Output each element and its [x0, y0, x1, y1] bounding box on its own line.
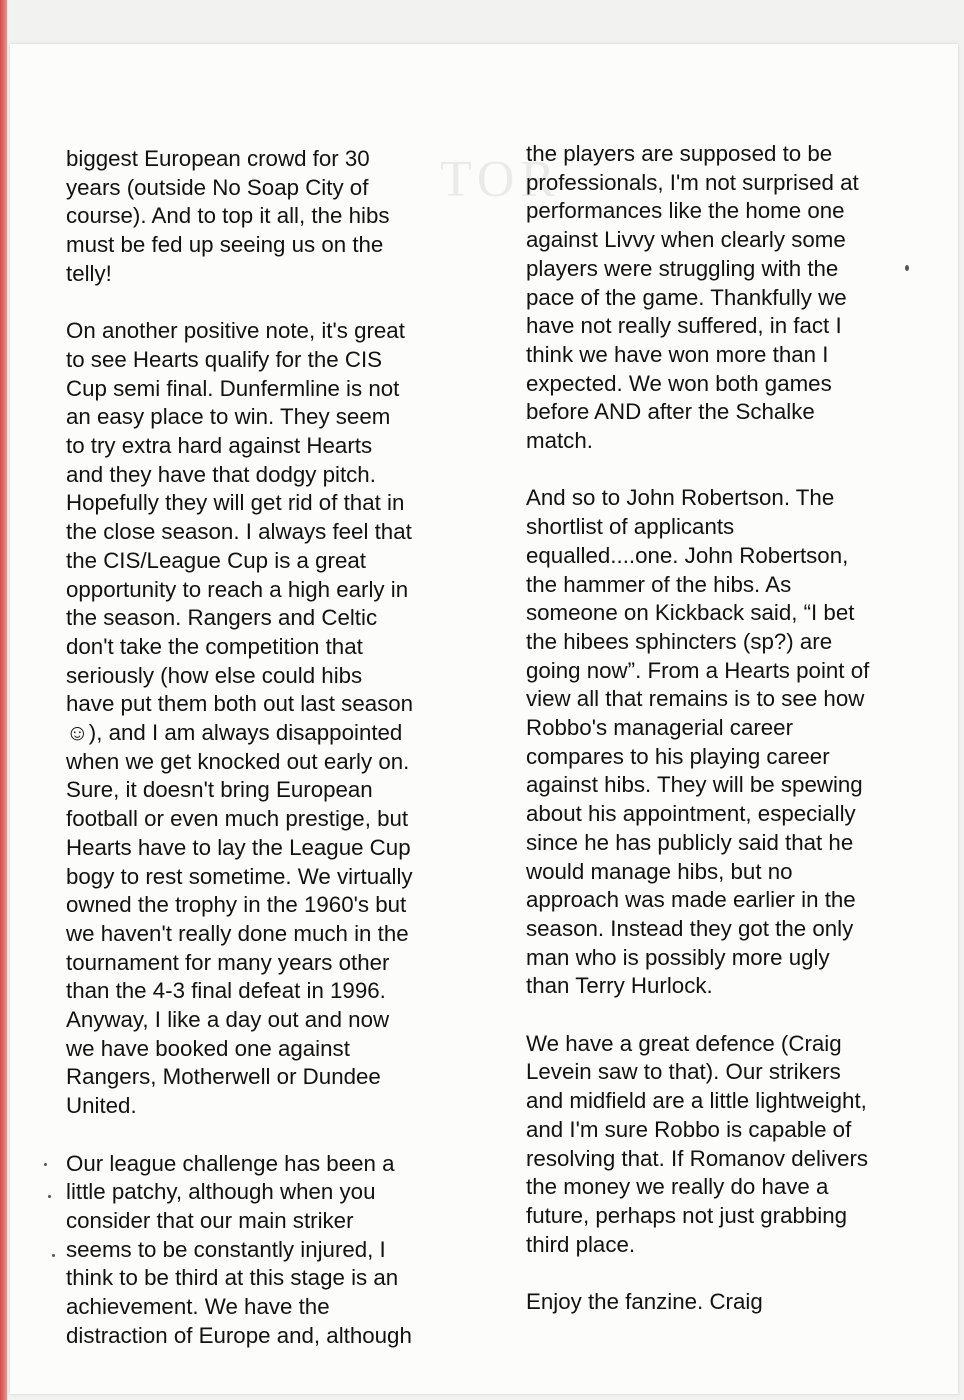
- text-line: view all that remains is to see how: [526, 686, 865, 712]
- text-line: going now”. From a Hearts point of: [526, 657, 870, 683]
- text-line: opportunity to reach a high early in: [66, 576, 409, 602]
- text-line: approach was made earlier in the: [526, 887, 856, 913]
- text-line: don't take the competition that: [66, 633, 363, 659]
- text-line: owned the trophy in the 1960's but: [66, 892, 407, 918]
- text-line: against hibs. They will be spewing: [526, 772, 863, 798]
- text-line: little patchy, although when you: [66, 1179, 376, 1205]
- text-line: against Livvy when clearly some: [526, 227, 846, 253]
- text-line: the close season. I always feel that: [66, 519, 412, 545]
- paragraph: [526, 1288, 911, 1317]
- text-line: man who is possibly more ugly: [526, 944, 830, 970]
- text-line: think we have won more than I: [526, 341, 829, 367]
- page-edge: [0, 0, 7, 1400]
- text-line: to try extra hard against Hearts: [66, 433, 373, 459]
- text-line: years (outside No Soap City of: [66, 174, 369, 200]
- text-line: ☺), and I am always disappointed: [66, 720, 403, 746]
- text-line: third place.: [526, 1231, 636, 1257]
- text-line: Levein saw to that). Our strikers: [526, 1059, 841, 1085]
- text-line: expected. We won both games: [526, 370, 832, 396]
- paragraph: [526, 1030, 911, 1260]
- text-line: we have booked one against: [66, 1035, 350, 1061]
- text-line: distraction of Europe and, although: [66, 1322, 412, 1348]
- ink-speck: [52, 1254, 55, 1257]
- text-line: must be fed up seeing us on the: [66, 232, 384, 258]
- text-line: course). And to top it all, the hibs: [66, 203, 390, 229]
- paragraph: [526, 484, 911, 1001]
- text-line: and midfield are a little lightweight,: [526, 1088, 867, 1114]
- text-line: we haven't really done much in the: [66, 920, 409, 946]
- text-line: achievement. We have the: [66, 1294, 330, 1320]
- text-line: since he has publicly said that he: [526, 829, 854, 855]
- text-line: to see Hearts qualify for the CIS: [66, 346, 383, 372]
- text-line: future, perhaps not just grabbing: [526, 1202, 848, 1228]
- text-line: players were struggling with the: [526, 255, 839, 281]
- text-line: Sure, it doesn't bring European: [66, 777, 373, 803]
- text-line: the money we really do have a: [526, 1174, 829, 1200]
- paragraph: [526, 140, 911, 456]
- ink-speck: [48, 1195, 51, 1198]
- text-line: On another positive note, it's great: [66, 318, 405, 344]
- text-line: the hammer of the hibs. As: [526, 571, 792, 597]
- text-line: Our league challenge has been a: [66, 1150, 395, 1176]
- text-line: bogy to rest sometime. We virtually: [66, 863, 413, 889]
- text-line: the season. Rangers and Celtic: [66, 605, 378, 631]
- left-text-column: [66, 145, 454, 1379]
- text-line: shortlist of applicants: [526, 514, 735, 540]
- text-line: Enjoy the fanzine. Craig: [526, 1289, 763, 1315]
- text-line: think to be third at this stage is an: [66, 1265, 399, 1291]
- text-line: We have a great defence (Craig: [526, 1030, 842, 1056]
- text-line: performances like the home one: [526, 198, 845, 224]
- text-line: seriously (how else could hibs: [66, 662, 363, 688]
- text-line: resolving that. If Romanov delivers: [526, 1145, 869, 1171]
- text-line: consider that our main striker: [66, 1207, 354, 1233]
- text-line: when we get knocked out early on.: [66, 748, 410, 774]
- text-line: and I'm sure Robbo is capable of: [526, 1116, 852, 1142]
- ink-speck: [44, 1163, 47, 1166]
- text-line: would manage hibs, but no: [526, 858, 793, 884]
- text-line: have put them both out last season: [66, 691, 414, 717]
- text-line: the players are supposed to be: [526, 141, 833, 166]
- text-line: than Terry Hurlock.: [526, 973, 713, 999]
- text-line: Cup semi final. Dunfermline is not: [66, 375, 400, 401]
- text-line: And so to John Robertson. The: [526, 485, 835, 511]
- text-line: and they have that dodgy pitch.: [66, 461, 376, 487]
- text-line: have not really suffered, in fact I: [526, 313, 842, 339]
- text-line: seems to be constantly injured, I: [66, 1236, 386, 1262]
- text-line: compares to his playing career: [526, 743, 830, 769]
- text-line: telly!: [66, 260, 112, 286]
- text-line: than the 4-3 final defeat in 1996.: [66, 978, 386, 1004]
- text-line: football or even much prestige, but: [66, 806, 409, 832]
- text-line: match.: [526, 428, 593, 454]
- text-line: equalled....one. John Robertson,: [526, 542, 849, 568]
- text-line: Robbo's managerial career: [526, 715, 794, 741]
- paragraph: [66, 317, 454, 1121]
- text-line: tournament for many years other: [66, 949, 390, 975]
- text-line: the hibees sphincters (sp?) are: [526, 628, 833, 654]
- text-line: United.: [66, 1093, 137, 1119]
- text-line: biggest European crowd for 30: [66, 146, 370, 171]
- text-line: Anyway, I like a day out and now: [66, 1007, 390, 1033]
- text-line: Hopefully they will get rid of that in: [66, 490, 405, 516]
- text-line: Rangers, Motherwell or Dundee: [66, 1064, 381, 1090]
- paragraph: [66, 1150, 454, 1351]
- text-line: professionals, I'm not surprised at: [526, 169, 859, 195]
- text-line: before AND after the Schalke: [526, 399, 815, 425]
- text-line: the CIS/League Cup is a great: [66, 547, 366, 573]
- right-text-column: [526, 140, 911, 1345]
- text-line: about his appointment, especially: [526, 801, 856, 827]
- text-line: an easy place to win. They seem: [66, 404, 391, 430]
- text-line: Hearts have to lay the League Cup: [66, 834, 411, 860]
- paragraph: [66, 145, 454, 289]
- text-line: season. Instead they got the only: [526, 915, 854, 941]
- text-line: pace of the game. Thankfully we: [526, 284, 847, 310]
- text-line: someone on Kickback said, “I bet: [526, 600, 855, 626]
